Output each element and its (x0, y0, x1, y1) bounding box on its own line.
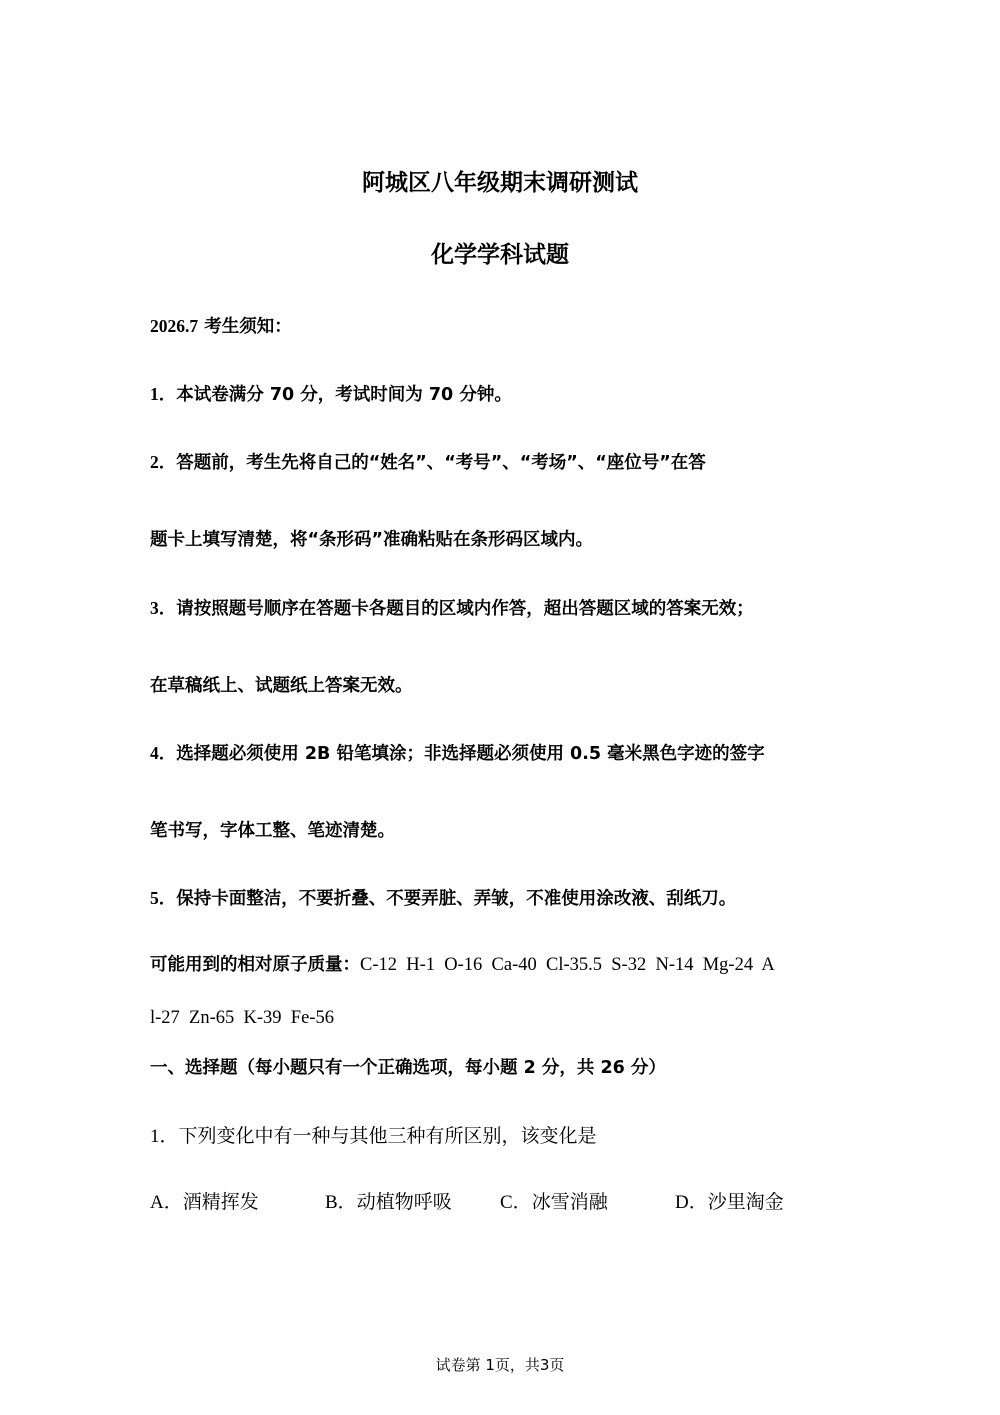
notice-item-text: 保持卡面整洁，不要折叠、不要弄脏、弄皱，不准使用涂改液、刮纸刀。 (176, 889, 737, 909)
option-letter: A． (150, 1192, 183, 1213)
option-letter: C． (500, 1192, 532, 1213)
notice-item-2 (150, 454, 706, 473)
subject-title: 化学学科试题 (431, 242, 569, 268)
atomic-mass-label: 可能用到的相对原子质量： (150, 955, 360, 975)
notice-item-number: 4． (150, 743, 177, 763)
option-text: 酒精挥发 (182, 1191, 259, 1213)
option-text: 冰雪消融 (531, 1191, 608, 1213)
exam-date: 2026.7 (150, 316, 199, 336)
atomic-mass-values: C-12 H-1 O-16 Ca-40 Cl-35.5 S-32 N-14 Mg-24 A (360, 955, 775, 975)
question-number: 1． (150, 1126, 179, 1147)
notice-item-text: 答题前，考生先将自己的“姓名”、“考号”、“考场”、“座位号”在答 (176, 453, 706, 473)
page-footer: 试卷第 1页，共3页 (435, 1356, 565, 1374)
notice-item-text: 请按照题号顺序在答题卡各题目的区域内作答，超出答题区域的答案无效； (176, 599, 754, 619)
option-b (325, 1193, 452, 1212)
question-1 (150, 1127, 597, 1146)
notice-item-3 (150, 600, 754, 619)
notice-item-number: 2． (150, 452, 177, 472)
option-text: 动植物呼吸 (356, 1191, 452, 1213)
option-c (500, 1193, 608, 1212)
atomic-mass-line (150, 956, 775, 975)
exam-title: 阿城区八年级期末调研测试 (362, 170, 638, 196)
notice-item-text: 选择题必须使用 2B 铅笔填涂；非选择题必须使用 0.5 毫米黑色字迹的签字 (176, 744, 765, 764)
notice-item-3-cont: 在草稿纸上、试题纸上答案无效。 (150, 676, 413, 696)
notice-item-1 (150, 386, 512, 405)
notice-heading-line (150, 318, 292, 337)
notice-item-2-cont: 题卡上填写清楚，将“条形码”准确粘贴在条形码区域内。 (150, 530, 594, 550)
option-letter: D． (675, 1192, 708, 1213)
option-text: 沙里淘金 (707, 1191, 784, 1213)
option-a (150, 1193, 259, 1212)
notice-item-4 (150, 745, 765, 764)
question-stem: 下列变化中有一种与其他三种有所区别，该变化是 (178, 1125, 597, 1147)
notice-item-number: 1． (150, 384, 177, 404)
section-heading: 一、选择题（每小题只有一个正确选项，每小题 2 分，共 26 分） (150, 1058, 666, 1078)
notice-item-number: 3． (150, 598, 177, 618)
option-letter: B． (325, 1192, 357, 1213)
notice-item-text: 本试卷满分 70 分，考试时间为 70 分钟。 (176, 385, 512, 405)
atomic-mass-values-cont: l-27 Zn-65 K-39 Fe-56 (150, 1008, 334, 1028)
notice-heading: 考生须知： (204, 317, 292, 337)
notice-item-5 (150, 890, 736, 909)
notice-item-4-cont: 笔书写，字体工整、笔迹清楚。 (150, 821, 395, 841)
notice-item-number: 5． (150, 888, 177, 908)
option-d (675, 1193, 784, 1212)
